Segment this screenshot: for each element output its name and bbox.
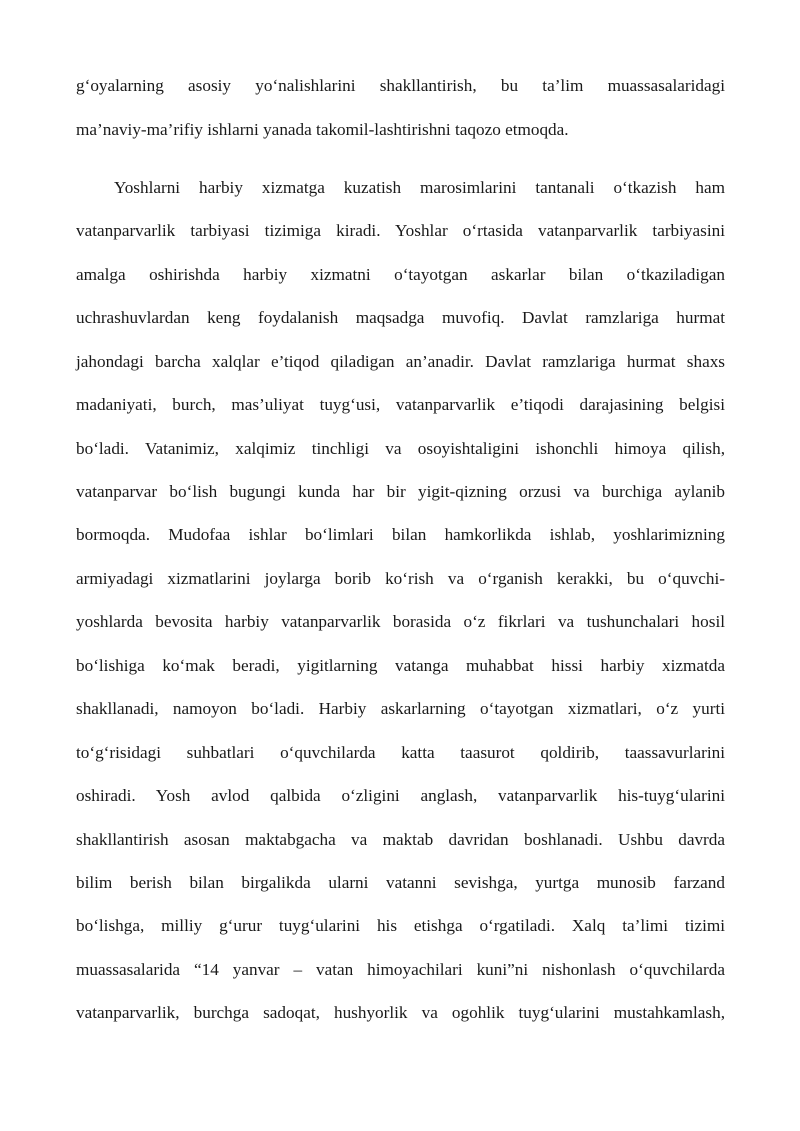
text-line: bo‘lishga, milliy g‘urur tuyg‘ularini his etishga o‘rgatiladi. Xalq ta’limi tizimi	[76, 916, 725, 935]
text-line: madaniyati, burch, mas’uliyat tuyg‘usi, vatanparvarlik e’tiqodi darajasining belgisi	[76, 395, 725, 414]
text-line: yoshlarda bevosita harbiy vatanparvarlik borasida o‘z fikrlari va tushunchalari hosil	[76, 612, 725, 631]
text-line: bo‘ladi. Vatanimiz, xalqimiz tinchligi va osoyishtaligini ishonchli himoya qilish,	[76, 439, 725, 458]
text-line: muassasalarida “14 yanvar – vatan himoyachilari kuni”ni nishonlash o‘quvchilarda	[76, 960, 725, 979]
text-line: jahondagi barcha xalqlar e’tiqod qiladigan an’anadir. Davlat ramzlariga hurmat shaxs	[76, 352, 725, 371]
text-line: g‘oyalarning asosiy yo‘nalishlarini shakllantirish, bu ta’lim muassasalaridagi	[76, 76, 725, 95]
text-line: oshiradi. Yosh avlod qalbida o‘zligini anglash, vatanparvarlik his-tuyg‘ularini	[76, 786, 725, 805]
text-line: shakllantirish asosan maktabgacha va maktab davridan boshlanadi. Ushbu davrda	[76, 830, 725, 849]
text-line: shakllanadi, namoyon bo‘ladi. Harbiy askarlarning o‘tayotgan xizmatlari, o‘z yurti	[76, 699, 725, 718]
text-line: vatanparvarlik tarbiyasi tizimiga kiradi. Yoshlar o‘rtasida vatanparvarlik tarbiyasini	[76, 221, 725, 240]
text-line: vatanparvarlik, burchga sadoqat, hushyorlik va ogohlik tuyg‘ularini mustahkamlash,	[76, 1003, 725, 1022]
text-line: amalga oshirishda harbiy xizmatni o‘tayotgan askarlar bilan o‘tkaziladigan	[76, 265, 725, 284]
text-line: bo‘lishiga ko‘mak beradi, yigitlarning vatanga muhabbat hissi harbiy xizmatda	[76, 656, 725, 675]
paragraph-first-line: Yoshlarni harbiy xizmatga kuzatish marosimlarini tantanali o‘tkazish ham	[114, 178, 725, 197]
text-line: vatanparvar bo‘lish bugungi kunda har bir yigit-qizning orzusi va burchiga aylanib	[76, 482, 725, 501]
text-line: armiyadagi xizmatlarini joylarga borib ko‘rish va o‘rganish kerakki, bu o‘quvchi-	[76, 569, 725, 588]
text-line: uchrashuvlardan keng foydalanish maqsadga muvofiq. Davlat ramzlariga hurmat	[76, 308, 725, 327]
text-line: ma’naviy-ma’rifiy ishlarni yanada takomil-lashtirishni taqozo etmoqda.	[76, 120, 569, 139]
text-line: bormoqda. Mudofaa ishlar bo‘limlari bilan hamkorlikda ishlab, yoshlarimizning	[76, 525, 725, 544]
text-line: to‘g‘risidagi suhbatlari o‘quvchilarda katta taasurot qoldirib, taassavurlarini	[76, 743, 725, 762]
text-line: bilim berish bilan birgalikda ularni vatanni sevishga, yurtga munosib farzand	[76, 873, 725, 892]
